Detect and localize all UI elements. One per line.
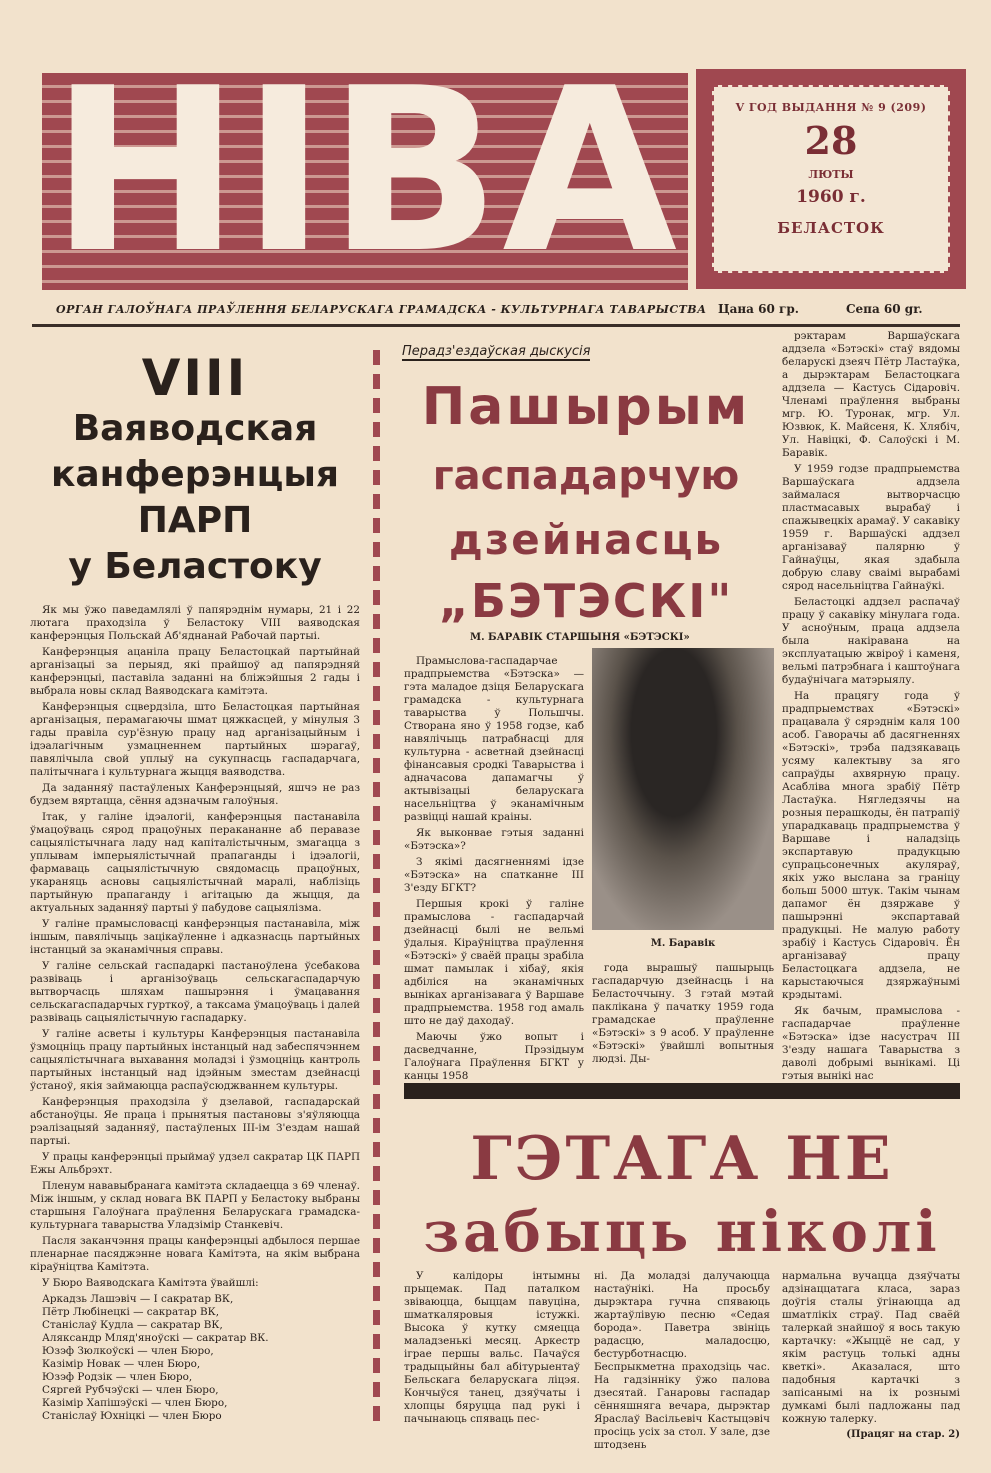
paragraph: У Бюро Ваяводскага Камітэта ўвайшлі:: [42, 1277, 259, 1289]
issue-number: V ГОД ВЫДАННЯ № 9 (209): [735, 101, 927, 114]
byline: М. БАРАВІК СТАРШЫНЯ «БЭТЭСКІ»: [470, 632, 690, 643]
list-item: Юзэф Родзік — член Бюро,: [42, 1371, 193, 1383]
list-item: Сяргей Рубчэўскі — член Бюро,: [42, 1384, 219, 1396]
date-box: [696, 69, 966, 289]
price-pl: Сепа 60 gr.: [846, 302, 923, 316]
paragraph: У галіне сельскай гаспадаркі пастаноўлена ўсебакова развіваць і арганізоўваць сельскагаспадарчую вытворчасць шляхам пашырэння і ўмацавання сельскагаспадарчых гурткоў, а таксама ўмацоўваць і далей развіваць сацыялістычную гаспадарку.: [30, 960, 360, 1024]
masthead-rule: [32, 324, 960, 327]
list-item: Казімір Новак — член Бюро,: [42, 1358, 201, 1370]
left-article: [30, 350, 360, 1423]
list-item: Пётр Любінецкі — сакратар ВК,: [42, 1306, 220, 1318]
paragraph: рэктарам Варшаўскага аддзела «Бэтэскі» стаў вядомы беларускі дзеяч Пётр Ластаўка, а дырэктарам Беластоцкага аддзела — Кастусь Сідаровіч. Членамі праўлення выбраны мгр. Ю. Туронак, мгр. Ул. Юзвюк, К. Майсеня, К. Хлябіч, Ул. Навіцкі, Ф. Салоўскі і М. Баравік.: [782, 330, 960, 459]
list-item: Станіслаў Юхніцкі — член Бюро: [42, 1410, 222, 1422]
organ-line: ОРГАН ГАЛОЎНАГА ПРАЎЛЕННЯ БЕЛАРУСКАГА ГРАМАДСКА - КУЛЬТУРНАГА ТАВАРЫСТВА: [56, 303, 707, 316]
paragraph: Як выконвае гэтыя заданні «Бэтэска»?: [404, 827, 584, 852]
left-headline-2: Ваяводская: [72, 408, 318, 449]
paragraph: Канферэнцыя ацаніла працу Беластоцкай партыйнай арганізацыі за перыяд, які прайшоў ад папярэдняй канферэнцыі, паставіла заданні на бліжэйшыя 2 гады і выбрала новы склад Ваяводскага камітэта.: [30, 646, 360, 697]
paragraph: нармальна вучацца дзяўчаты адзінаццатага класа, зараз доўгія сталы ўгінаюцца ад шматлікіх страў. Пад сваёй талеркай знайшоў я вось такую картачку: «Жыццё не сад, у якім растуць толькі адны кветкі». Аказалася, што падобныя картачкі з запісанымі на іх рознымі думкамі былі падложаны пад кожную талерку.: [782, 1270, 960, 1425]
column-divider: [373, 350, 380, 1430]
bottom-col-2: [594, 1270, 770, 1455]
bottom-headline-1: ГЭТАГА НЕ: [470, 1124, 894, 1194]
masthead-banner: [42, 73, 688, 290]
mid-body: [404, 655, 584, 1086]
list-item: Юзэф Зюлкоўскі — член Бюро,: [42, 1345, 214, 1357]
paragraph: У галіне прамысловасці канферэнцыя пастанавіла, між іншым, павялічыць зацікаўленне і адказнасць партыйных інстанцый за эканамічныя справы.: [30, 918, 360, 956]
bottom-col-3: [782, 1270, 960, 1440]
paragraph: У калідоры інтымны прыцемак. Пад паталком звіваюцца, быццам павуціна, шматкаляровыя істужкі. Высока ў кутку смяецца маладзенькі месяц. Аркестр іграе першы вальс. Пачаўся традыцыйны бал абітурыентаў Бельскага беларускага ліцэя. Кончыўся танец, дзяўчаты і хлопцы бяруцца пад рукі і пачынаюць спяваць пес-: [404, 1270, 580, 1425]
paragraph: ні. Да моладзі далучаюцца настаўнікі. На просьбу дырэктара гучна спяваюць жартаўлівую песню «Седая борода». Паветра звініць радасцю, маладосцю, бестурботнасцю. Беспрыкметна праходзіць час. На гадзінніку ўжо палова дзесятай. Ганаровы гаспадар сённяшняга вечара, дырэктар Яраслаў Васільевіч Кастыцэвіч просіць усіх за стол. У зале, дзе штодзень: [594, 1270, 770, 1451]
date-box-inner: [712, 85, 950, 273]
paragraph: Пасля заканчэння працы канферэнцыі адбылося першае пленарнае пасяджэнне новага Камітэта, на якім выбрана кіраўніцтва Камітэта.: [30, 1235, 360, 1273]
left-body: [30, 604, 360, 1423]
paragraph: Як мы ўжо паведамлялі ў папярэднім нумары, 21 і 22 лютага праходзіла ў Беластоку VIII ваяводская канферэнцыя Польскай Аб'яднанай Рабочай партыі.: [30, 604, 360, 642]
paragraph: З якімі дасягненнямі ідзе «Бэтэска» на спатканне III З'езду БГКТ?: [404, 856, 584, 894]
paragraph: У працы канферэнцыі прыймаў удзел сакратар ЦК ПАРП Ежы Альбрэхт.: [30, 1151, 360, 1176]
paragraph: года вырашыў пашырыць гаспадарчую дзейнасць і на Беласточчыну. З гэтай мэтай паклікана ў пачатку 1959 года грамадскае праўленне «Бэтэскі» з 9 асоб. У праўленне «Бэтэскі» ўвайшлі вопытныя людзі. Ды-: [592, 962, 774, 1065]
mid-headline-1: Пашырым: [421, 377, 751, 437]
paragraph: Як бачым, прамыслова - гаспадарчае праўленне «Бэтэска» ідзе насустрач III З'езду нашага Таварыства з даволі добрымі вынікамі. Ці гэтыя вынікі нас: [782, 1005, 960, 1082]
paragraph: Маючы ўжо вопыт і дасведчанне, Прэзідыум Галоўнага Праўлення БГКТ у канцы 1958: [404, 1031, 584, 1082]
paragraph: Да заданняў пастаўленых Канферэнцыяй, яшчэ не раз будзем вяртацца, сёння адзначым галоўныя.: [30, 782, 360, 807]
issue-month: ЛЮТЫ: [808, 168, 854, 181]
price-by: Цана 60 гр.: [718, 302, 799, 316]
issue-city: БЕЛАСТОК: [777, 219, 885, 237]
paragraph: Ітак, у галіне ідэалогіі, канферэнцыя пастанавіла ўмацоўваць сярод працоўных перакананне аб перавазе сацыялістычнага ладу над капіталістычным, змагацца з уплывам імперыялістычнай прапаганды і ідэалогіі, фармаваць сацыялістычную свядомасць працоўных, укараняць асновы сацыялістычнай маралі, наблізіць партыйную прапаганду і агітацыю да жыцця, да актуальных заданняў партыі ў пабудове сацыялізма.: [30, 811, 360, 914]
bottom-headline-2: забыць ніколі: [423, 1199, 941, 1265]
left-headline-3: канферэнцыя: [50, 454, 340, 495]
list-item: Аляксандр Мляд'яноўскі — сакратар ВК.: [42, 1332, 269, 1344]
left-headline-4: ПАРП: [137, 500, 253, 541]
paragraph: У галіне асветы і культуры Канферэнцыя пастанавіла ўзмоцніць працу партыйных інстанцый над забеспячэннем сацыялістычнага выхавання моладзі і ўзмоцніць кантроль партыйных інстанцый над ідэйным зместам дзейнасці ўстаноў, якія займаюцца распаўсюджваннем культуры.: [30, 1028, 360, 1092]
list-item: Станіслаў Кудла — сакратар ВК,: [42, 1319, 223, 1331]
paragraph: Пленум нававыбранага камітэта складаецца з 69 членаў. Між іншым, у склад новага ВК ПАРП у Беластоку выбраны старшыня Галоўнага праўлення Беларускага грамадска-культурнага таварыства Уладзімір Станкевіч.: [30, 1180, 360, 1231]
mid-body-2: [592, 962, 774, 1069]
section-rule: [404, 1083, 960, 1099]
paragraph: Канферэнцыя сцвердзіла, што Беластоцкая партыйная арганізацыя, перамагаючы шмат цяжкасцей, у мінулыя 3 гады правіла сур'ёзную працу над арганізацыйным і ідэалагічным узмацненнем партыйных шэрагаў, павялічыла свой уплыў на сукупнасць гаспадарчага, палітычнага і культурнага жыцця ваяводства.: [30, 701, 360, 778]
paragraph: У 1959 годзе прадпрыемства Варшаўскага аддзела займалася вытворчасцю пластмасавых вырабаў і спажывецкіх арамаў. У сакавіку 1959 г. Варшаўскі аддзел арганізаваў палярню ў Гайнаўцы, якая здабыла добрую славу сваімі вырабамі сярод насельніцтва Гайнаўкі.: [782, 463, 960, 592]
portrait-photo: [592, 648, 774, 930]
bureau-list: [30, 1293, 360, 1423]
continued-note: (Працяг на стар. 2): [846, 1429, 960, 1440]
right-column: [782, 330, 960, 1097]
list-item: Аркадзь Лашэвіч — I сакратар ВК,: [42, 1293, 234, 1305]
paragraph: Беластоцкі аддзел распачаў працу ў сакавіку мінулага года. У асноўным, праца аддзела была накіравана на эксплуатацыю жвіроў і каменя, вельмі патрэбнага і каштоўнага будаўнічага матэрыялу.: [782, 596, 960, 686]
paragraph: Канферэнцыя праходзіла ў дзелавой, гаспадарскай абстаноўцы. Яе праца і прынятыя пастановы з'яўляюцца рэалізацыяй заданняў, пастаўленых III-ім З'ездам нашай партыі.: [30, 1096, 360, 1147]
mid-headline-3: дзейнасць: [448, 515, 724, 564]
mid-headline-2: гаспадарчую: [432, 453, 740, 499]
paragraph: Прамыслова-гаспадарчае прадпрыемства «Бэтэска» — гэта маладое дзіця Беларускага грамадска - культурнага таварыства ў Польшчы. Створана яно ў 1958 годзе, каб навялічыць патрабнасці для культурна - асветнай дзейнасці фінансавыя сродкі Таварыства і адначасова дапамагчы ў актывізацыі беларускага насельніцтва ў эканамічным развіцці нашай краіны.: [404, 655, 584, 823]
issue-day: 28: [804, 118, 858, 163]
bottom-col-1: [404, 1270, 580, 1429]
issue-year: 1960 г.: [796, 187, 866, 207]
paragraph: Першыя крокі ў галіне прамыслова - гаспадарчай дзейнасці былі не вельмі ўдалыя. Кіраўніцтва праўлення «Бэтэскі» ў сваёй працы зрабіла шмат памылак і хібаў, якія адбіліся на эканамічных выніках арганізавага ў Варшаве прадпрыемства. 1958 год амаль што не даў даходаў.: [404, 898, 584, 1027]
paragraph: На працягу года ў прадпрыемствах «Бэтэскі» працавала ў сярэднім каля 100 асоб. Гаворачы аб дасягненнях «Бэтэскі», трэба падзякаваць усяму калектыву за яго сапраўды ахвярную працу. Асабліва многа зрабіў Пётр Ластаўка. Нягледзячы на розныя перашкоды, ён патрапіў упарадкаваць прадпрыемства ў Варшаве і наладзіць экспартавую прадукцыю супрацьсонечных акуляраў, якіх ужо выслана за граніцу больш 5000 штук. Такім чынам дапамог ён дзяржаве ў пашырэнні экспартавай прадукцыі. Не малую работу зрабіў і Кастусь Сідаровіч. Ён арганізаваў працу Беластоцкага аддзела, не карыстаючыся дзяржаўнымі крэдытамі.: [782, 690, 960, 1001]
mid-headline-4: „БЭТЭСКІ": [438, 574, 734, 628]
photo-caption: М. Баравік: [650, 938, 716, 949]
list-item: Казімір Хапішэўскі — член Бюро,: [42, 1397, 228, 1409]
section-tag: Перадз'ездаўская дыскусія: [402, 344, 591, 359]
left-headline-5: у Беластоку: [68, 546, 322, 587]
left-headline-1: VIII: [141, 349, 249, 407]
newspaper-title: НІВА: [50, 73, 680, 290]
